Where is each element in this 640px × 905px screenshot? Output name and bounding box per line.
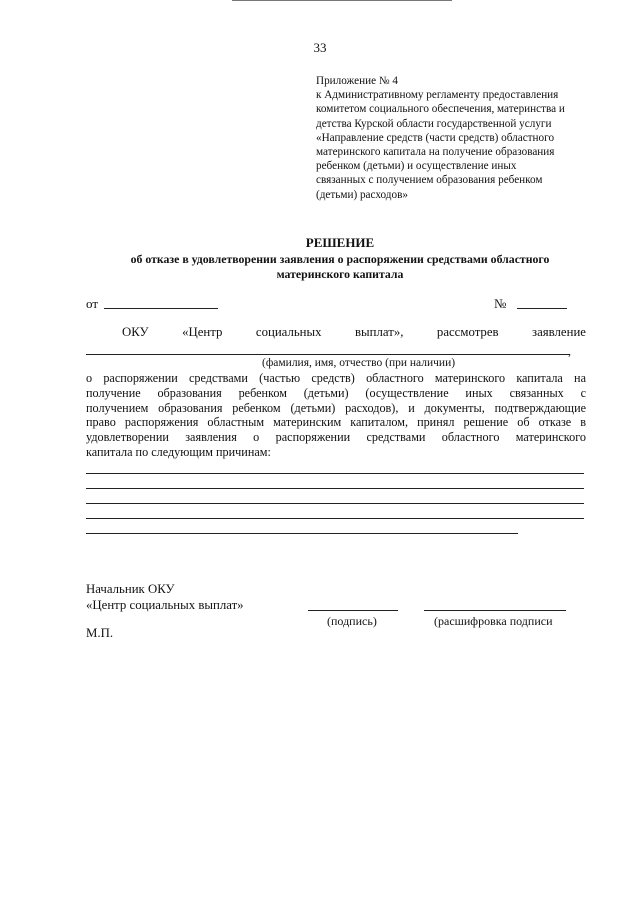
- position-line-1: Начальник ОКУ: [86, 582, 175, 596]
- subtitle-line-1: об отказе в удовлетворении заявления о распоряжении средствами областного: [130, 252, 550, 266]
- page-number: 33: [313, 40, 327, 55]
- signature-decoding-line[interactable]: [424, 610, 566, 611]
- appendix-line: материнского капитала на получение образования: [316, 146, 555, 159]
- signature-line[interactable]: [308, 610, 398, 611]
- date-field-line[interactable]: [104, 308, 218, 309]
- oku-word: заявление: [532, 325, 586, 339]
- top-edge-marks: [232, 0, 452, 3]
- reason-line[interactable]: [86, 488, 584, 489]
- number-label: №: [494, 296, 507, 311]
- oku-word: «Центр: [182, 325, 223, 339]
- appendix-line: «Направление средств (части средств) областного: [316, 131, 555, 144]
- document-title: РЕШЕНИЕ: [305, 235, 375, 250]
- oku-word: рассмотрев: [436, 325, 499, 339]
- appendix-line: (детьми) расходов»: [316, 188, 408, 201]
- signature-decoding-caption: (расшифровка подписи: [434, 614, 553, 628]
- signatory-position: [86, 582, 244, 613]
- date-from-label: от: [86, 296, 99, 311]
- decision-body-text: [86, 371, 586, 460]
- body-line: о распоряжении средствами (частью средств) областного материнского капитала на: [86, 371, 586, 385]
- reason-line[interactable]: [86, 503, 584, 504]
- seal-place-label: М.П.: [86, 626, 114, 640]
- appendix-line: комитетом социального обеспечения, материнства и: [316, 103, 565, 116]
- appendix-line: Приложение № 4: [316, 75, 398, 87]
- body-line: получением образования ребенком (детьми) расходов), и документы, подтверждающие: [86, 400, 586, 415]
- oku-word: социальных: [255, 325, 322, 339]
- body-line: право распоряжения областным материнским капиталом, принял решение об отказе в: [86, 415, 586, 430]
- signature-caption: (подпись): [327, 614, 377, 628]
- applicant-name-line[interactable]: [86, 354, 570, 355]
- oku-word: выплат»,: [355, 325, 404, 339]
- appendix-line: детства Курской области государственной услуги: [316, 117, 552, 130]
- document-subtitle: [60, 252, 620, 281]
- applicant-name-caption: (фамилия, имя, отчество (при наличии): [262, 357, 456, 369]
- body-line: капитала по следующим причинам:: [86, 444, 271, 459]
- appendix-line: ребенком (детьми) и осуществление иных: [316, 160, 517, 173]
- reason-line[interactable]: [86, 518, 584, 519]
- oku-word: ОКУ: [122, 325, 149, 339]
- appendix-line: связанных с получением образования ребенком: [316, 174, 543, 187]
- appendix-line: к Административному регламенту предоставления: [316, 89, 559, 102]
- position-line-2: «Центр социальных выплат»: [86, 597, 244, 612]
- body-line: получение образования ребенком (детьми) (осуществление иных связанных с: [86, 385, 586, 400]
- reason-line[interactable]: [86, 533, 518, 534]
- appendix-note: [316, 74, 588, 202]
- reason-line[interactable]: [86, 473, 584, 474]
- number-field-line[interactable]: [517, 308, 567, 309]
- comma-mark: ,: [568, 344, 571, 358]
- oku-statement-row: [86, 325, 586, 340]
- subtitle-line-2: материнского капитала: [276, 266, 404, 281]
- body-line: удовлетворении заявления о распоряжении средствами областного материнского: [86, 430, 586, 445]
